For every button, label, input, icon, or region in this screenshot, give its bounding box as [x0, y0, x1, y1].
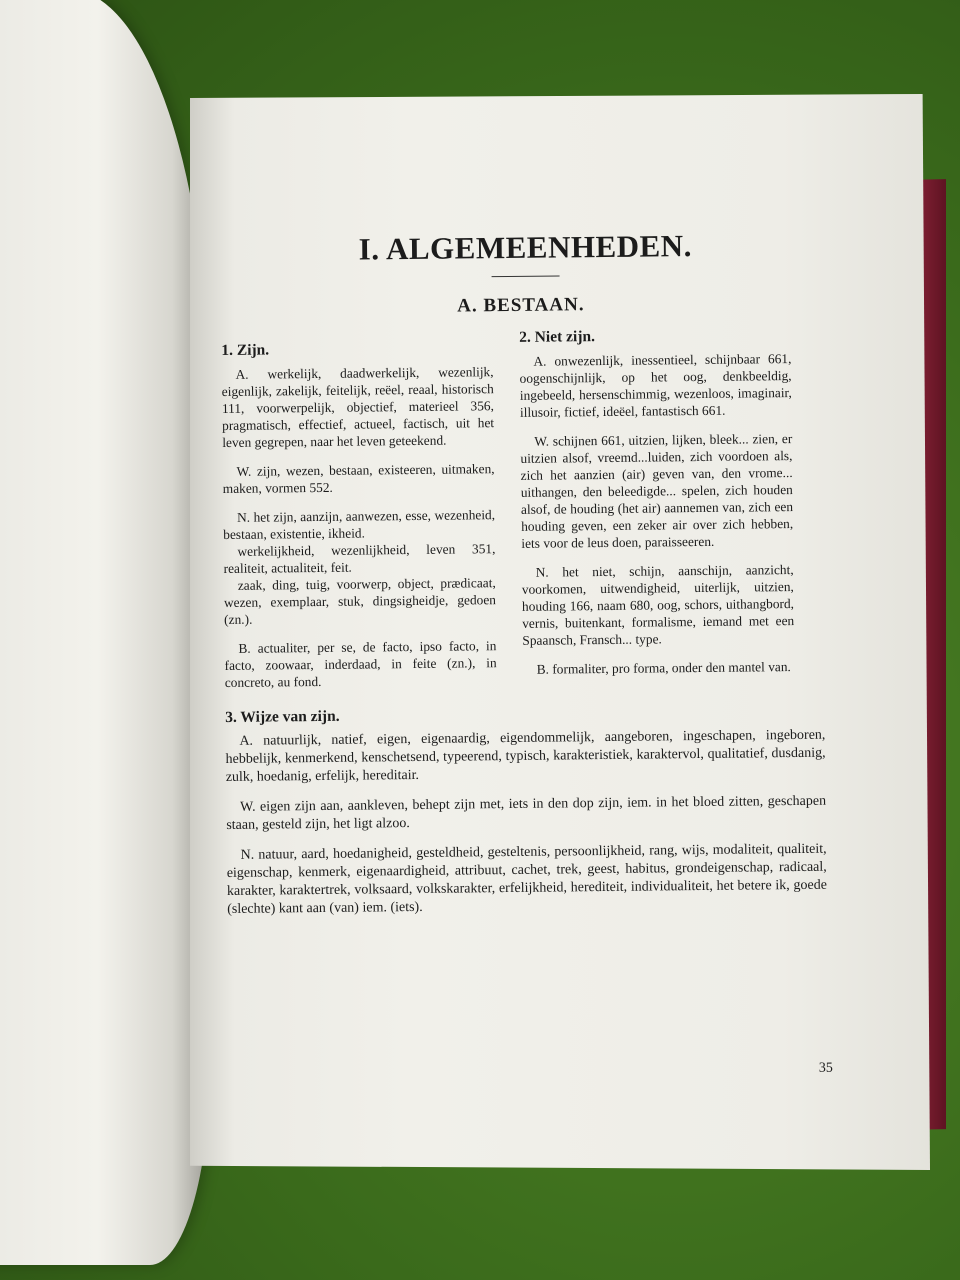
entry-zijn [221, 331, 497, 703]
entry-title: 3. Wijze van zijn. [225, 707, 340, 726]
paragraph-nouns-cont: werkelijkheid, wezenlijkheid, leven 351, realiteit, actualiteit, feit. [223, 541, 496, 576]
title-divider [492, 275, 560, 277]
page-content [220, 219, 839, 1095]
paragraph-adjectives: A. natuurlijk, natief, eigen, eigenaardig, eigendommelijk, aangeboren, ingeschapen, ingeboren, hebbelijk, kenmerkend, kenschetsend, typeerend, typisch, karakteristiek, karaktervol, qualitatief, dusdanig, zulk, hoedanig, erfelijk, hereditair. [225, 727, 826, 785]
left-page-curl [0, 0, 210, 1265]
page-number: 35 [818, 1060, 833, 1076]
paragraph-verbs: W. schijnen 661, uitzien, lijken, bleek... zien, er uitzien alsof, vreemd...luiden, zich voordoen als, zich het aanzien (air) geven van, den vrome... uithangen, den beleedigde... spelen, zich houden alsof, de houding (het air) aannemen van, zich een houding geven, een zeker air over zich hebben, iets voor de leus doen, paraisseeren. [520, 431, 794, 551]
entry-wijze-van-zijn [225, 703, 827, 919]
paragraph-adjectives: A. werkelijk, daadwerkelijk, wezenlijk, eigenlijk, zakelijk, feitelijk, reëel, reaal, historisch 111, voorwerpelijk, objectief, materieel 356, pragmatisch, effectief, actueel, factisch, uit het leven gegrepen, naar het leven geteekend. [221, 364, 495, 450]
paragraph-verbs: W. zijn, wezen, bestaan, existeeren, uitmaken, maken, vormen 552. [222, 461, 495, 496]
entry-title: 1. Zijn. [221, 341, 270, 359]
paragraph-adverbs: B. formaliter, pro forma, onder den mantel van. [536, 659, 791, 677]
paragraph-adjectives: A. onwezenlijk, inessentieel, schijnbaar 661, oogenschijnlijk, op het oog, denkbeeldig, ingebeeld, hersenschimmig, wezenloos, imaginair, illusoir, fictief, ideëel, fantastisch 661. [519, 351, 792, 420]
paragraph-nouns: N. het zijn, aanzijn, aanwezen, esse, wezenheid, bestaan, existentie, ikheid. [223, 507, 496, 542]
chapter-title: I. ALGEMEENHEDEN. [358, 228, 693, 267]
paragraph-nouns-cont: zaak, ding, tuig, voorwerp, object, prædicaat, wezen, exemplaar, stuk, dingsigheidje, gedoen (zn.). [223, 575, 497, 627]
two-column-section [221, 328, 835, 703]
paragraph-nouns: N. natuur, aard, hoedanigheid, gesteldheid, gesteltenis, persoonlijkheid, rang, wijs, modaliteit, qualiteit, eigenschap, kenmerk, eigenaardigheid, attribuut, cachet, trek, geest, habitus, grondeigenschap, radicaal, karakter, karaktertrek, volksaard, volkskarakter, erfelijkheid, herediteit, individualiteit, het betere ik, goede (slechte) kant aan (van) iem. (iets). [226, 841, 828, 917]
paragraph-adverbs: B. actualiter, per se, de facto, ipso facto, in facto, zoowaar, inderdaad, in feite (zn.), in concreto, au fond. [224, 638, 497, 690]
paragraph-nouns: N. het niet, schijn, aanschijn, aanzicht, voorkomen, uitwendigheid, uiterlijk, uitzien, houding 166, naam 680, oog, schors, uithangbord, vernis, buitenkant, formalisme, iemand met een Spaansch, Fransch... type. [521, 562, 795, 648]
entry-niet-zijn [519, 318, 795, 700]
paragraph-verbs: W. eigen zijn aan, aankleven, behept zijn met, iets in den dop zijn, iem. in het bloed zitten, geschapen staan, gesteld zijn, het ligt alzoo. [226, 793, 827, 833]
entry-title: 2. Niet zijn. [519, 328, 596, 346]
section-title: A. BESTAAN. [457, 294, 585, 317]
